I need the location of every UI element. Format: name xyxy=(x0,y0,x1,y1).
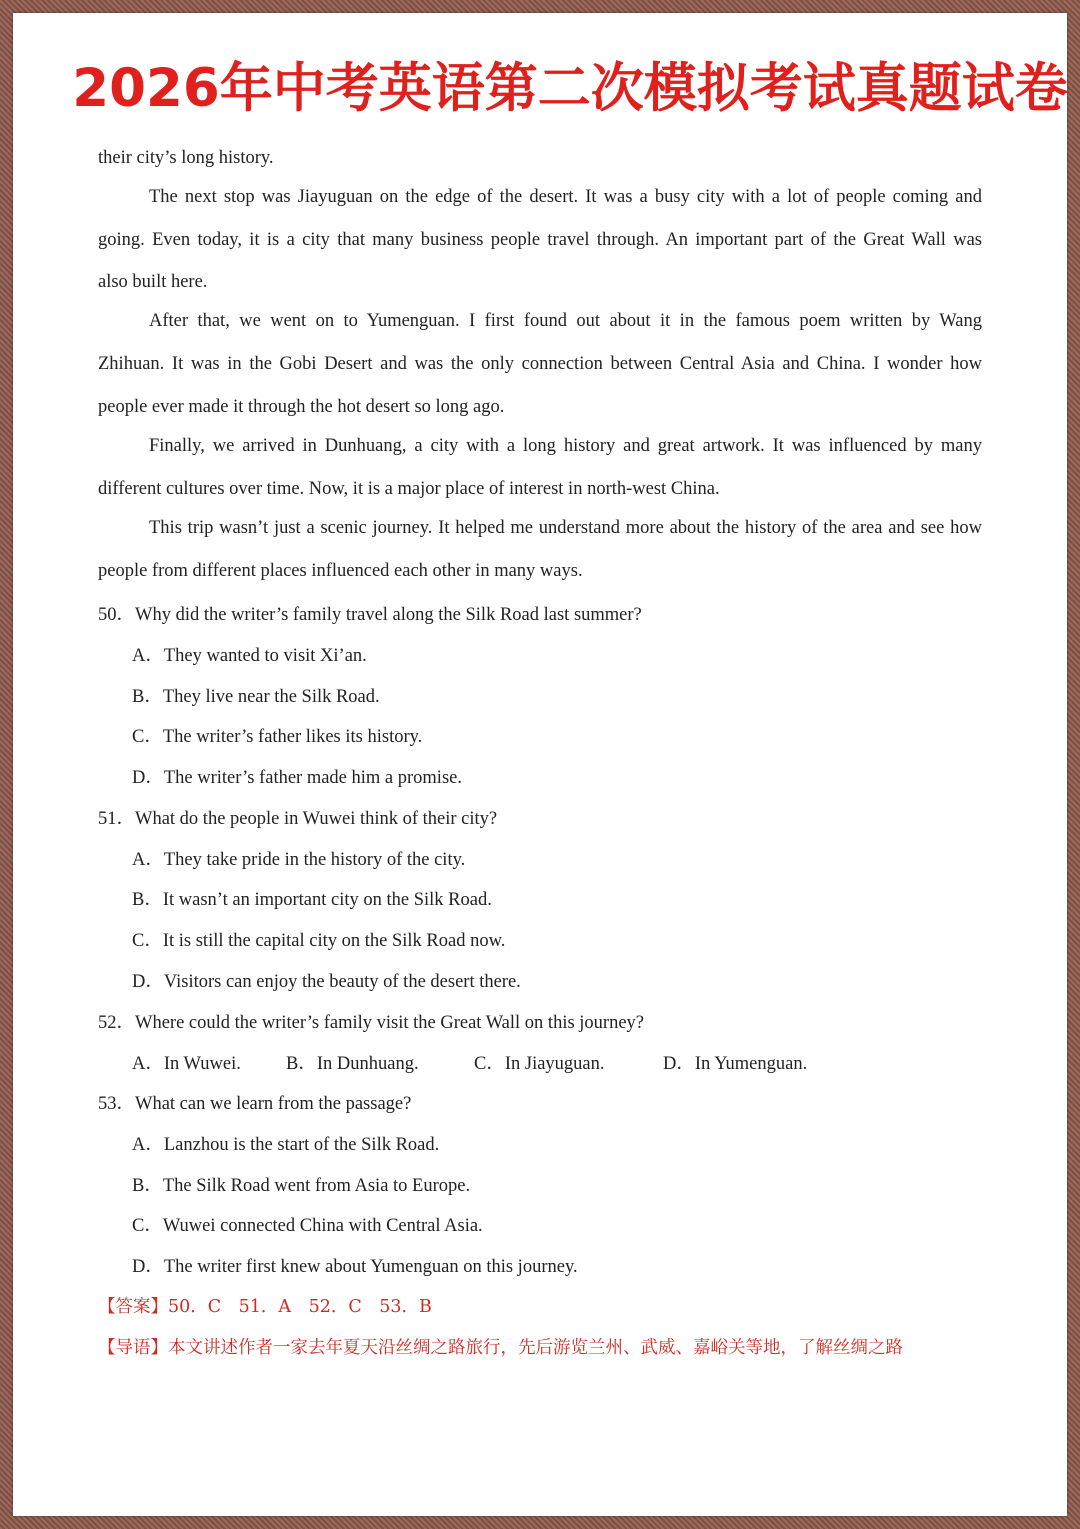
option-c: C．It is still the capital city on the Silk Road now. xyxy=(132,931,506,951)
answer-key: 【答案】50．C 51．A 52．C 53．B xyxy=(98,1297,432,1317)
passage-line: their city’s long history. xyxy=(98,148,274,168)
passage-line: people from different places influenced each other in many ways. xyxy=(98,561,583,581)
passage-line: going. Even today, it is a city that many business people travel through. An important part of the Great Wall was xyxy=(98,230,982,250)
passage-line: different cultures over time. Now, it is a major place of interest in north-west China. xyxy=(98,479,720,499)
option-d: D．The writer’s father made him a promise. xyxy=(132,768,462,788)
option-a: A．In Wuwei. xyxy=(132,1054,241,1074)
option-a: A．They wanted to visit Xi’an. xyxy=(132,646,367,666)
question-stem: 50．Why did the writer’s family travel along the Silk Road last summer? xyxy=(98,605,642,625)
option-c: C．In Jiayuguan. xyxy=(474,1054,605,1074)
option-b: B．The Silk Road went from Asia to Europe. xyxy=(132,1176,471,1196)
passage-line: The next stop was Jiayuguan on the edge of the desert. It was a busy city with a lot of people coming and xyxy=(149,187,982,207)
passage-line: This trip wasn’t just a scenic journey. It helped me understand more about the history of the area and see how xyxy=(149,518,982,538)
page-title: 2026年中考英语第二次模拟考试真题试卷 xyxy=(72,58,1068,119)
passage-line: Finally, we arrived in Dunhuang, a city with a long history and great artwork. It was influenced by many xyxy=(149,436,982,456)
option-a: A．They take pride in the history of the city. xyxy=(132,850,466,870)
question-stem: 52．Where could the writer’s family visit the Great Wall on this journey? xyxy=(98,1013,645,1033)
passage-line: Zhihuan. It was in the Gobi Desert and was the only connection between Central Asia and China. I wonder how xyxy=(98,354,982,374)
option-b: B．In Dunhuang. xyxy=(286,1054,419,1074)
option-a: A．Lanzhou is the start of the Silk Road. xyxy=(132,1135,440,1155)
option-c: C．The writer’s father likes its history. xyxy=(132,727,423,747)
option-c: C．Wuwei connected China with Central Asia. xyxy=(132,1216,483,1236)
option-d: D．In Yumenguan. xyxy=(663,1054,808,1074)
option-b: B．They live near the Silk Road. xyxy=(132,687,380,707)
option-b: B．It wasn’t an important city on the Silk Road. xyxy=(132,890,492,910)
passage-line: also built here. xyxy=(98,272,208,292)
option-d: D．The writer first knew about Yumenguan on this journey. xyxy=(132,1257,578,1277)
passage-line: people ever made it through the hot desert so long ago. xyxy=(98,397,505,417)
option-d: D．Visitors can enjoy the beauty of the desert there. xyxy=(132,972,521,992)
question-stem: 53．What can we learn from the passage? xyxy=(98,1094,412,1114)
question-stem: 51．What do the people in Wuwei think of their city? xyxy=(98,809,498,829)
passage-line: After that, we went on to Yumenguan. I first found out about it in the famous poem written by Wang xyxy=(149,311,982,331)
intro-note: 【导语】本文讲述作者一家去年夏天沿丝绸之路旅行，先后游览兰州、武威、嘉峪关等地，了解丝绸之路 xyxy=(98,1338,903,1358)
